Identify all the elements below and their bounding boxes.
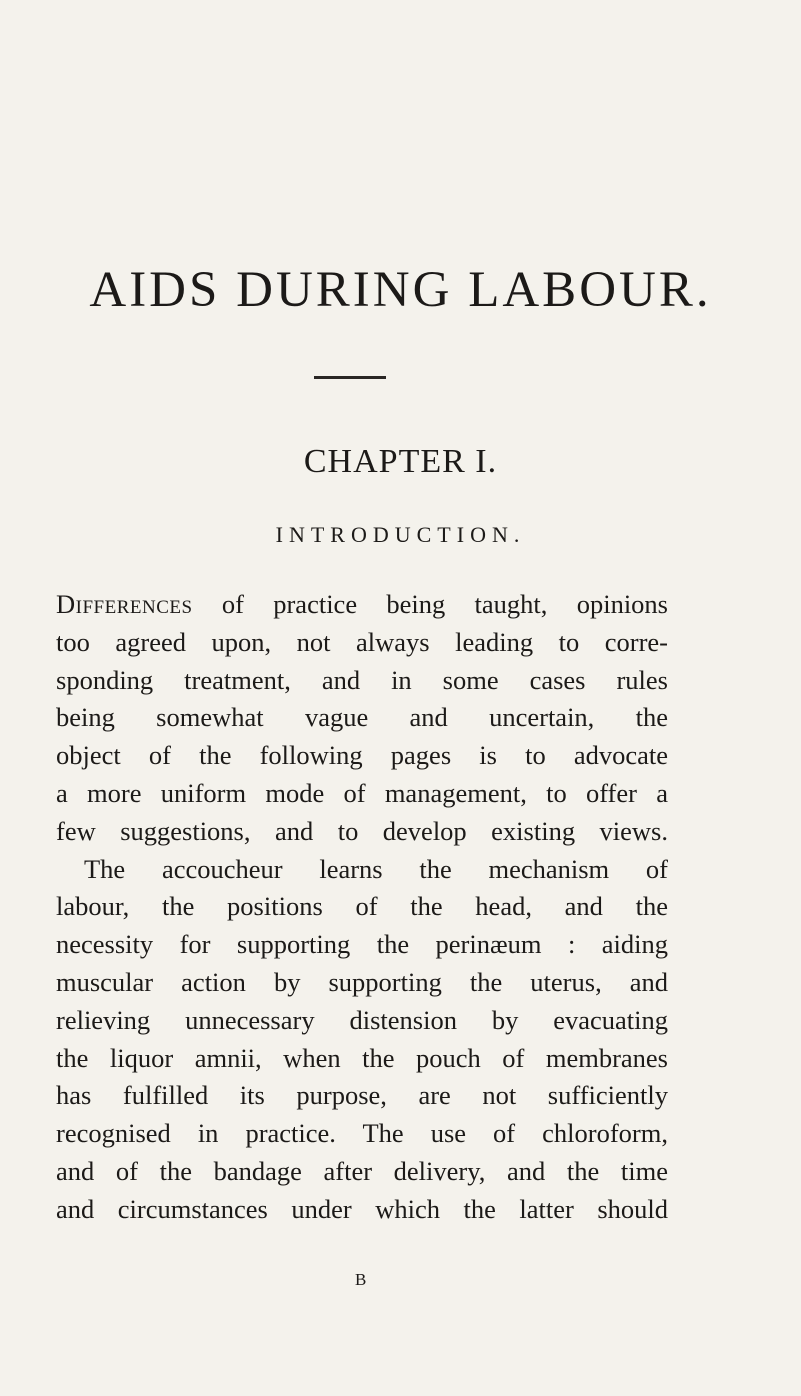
- text-line: and circumstances under which the latter should: [56, 1193, 668, 1224]
- text-line: a more uniform mode of management, to offer a: [56, 777, 668, 808]
- text-line: too agreed upon, not always leading to corre-: [56, 626, 668, 657]
- text-line: sponding treatment, and in some cases rules: [56, 664, 668, 695]
- body-text: [56, 586, 668, 1229]
- signature-mark: B: [355, 1270, 367, 1289]
- chapter-heading: CHAPTER I.: [303, 443, 498, 480]
- title-divider: [314, 376, 386, 379]
- text-line: relieving unnecessary distension by evacuating: [56, 1004, 668, 1035]
- text-line: and of the bandage after delivery, and the time: [56, 1155, 668, 1186]
- text-line: The accoucheur learns the mechanism of: [84, 853, 668, 884]
- text-line: has fulfilled its purpose, are not sufficiently: [56, 1080, 668, 1111]
- text-line: recognised in practice. The use of chloroform,: [56, 1118, 668, 1149]
- lead-word: Differences: [56, 589, 193, 619]
- text-line: object of the following pages is to advocate: [56, 740, 668, 771]
- text-line: being somewhat vague and uncertain, the: [56, 702, 668, 733]
- section-heading: INTRODUCTION.: [275, 522, 526, 547]
- text-line: few suggestions, and to develop existing views.: [56, 815, 668, 846]
- text-line: muscular action by supporting the uterus, and: [56, 966, 668, 997]
- page-title: AIDS DURING LABOUR.: [89, 262, 712, 318]
- text-line: labour, the positions of the head, and the: [56, 891, 668, 922]
- text-line: the liquor amnii, when the pouch of membranes: [56, 1042, 668, 1073]
- text-line: necessity for supporting the perinæum : aiding: [56, 929, 668, 960]
- text-line: Differences of practice being taught, opinions: [56, 589, 668, 619]
